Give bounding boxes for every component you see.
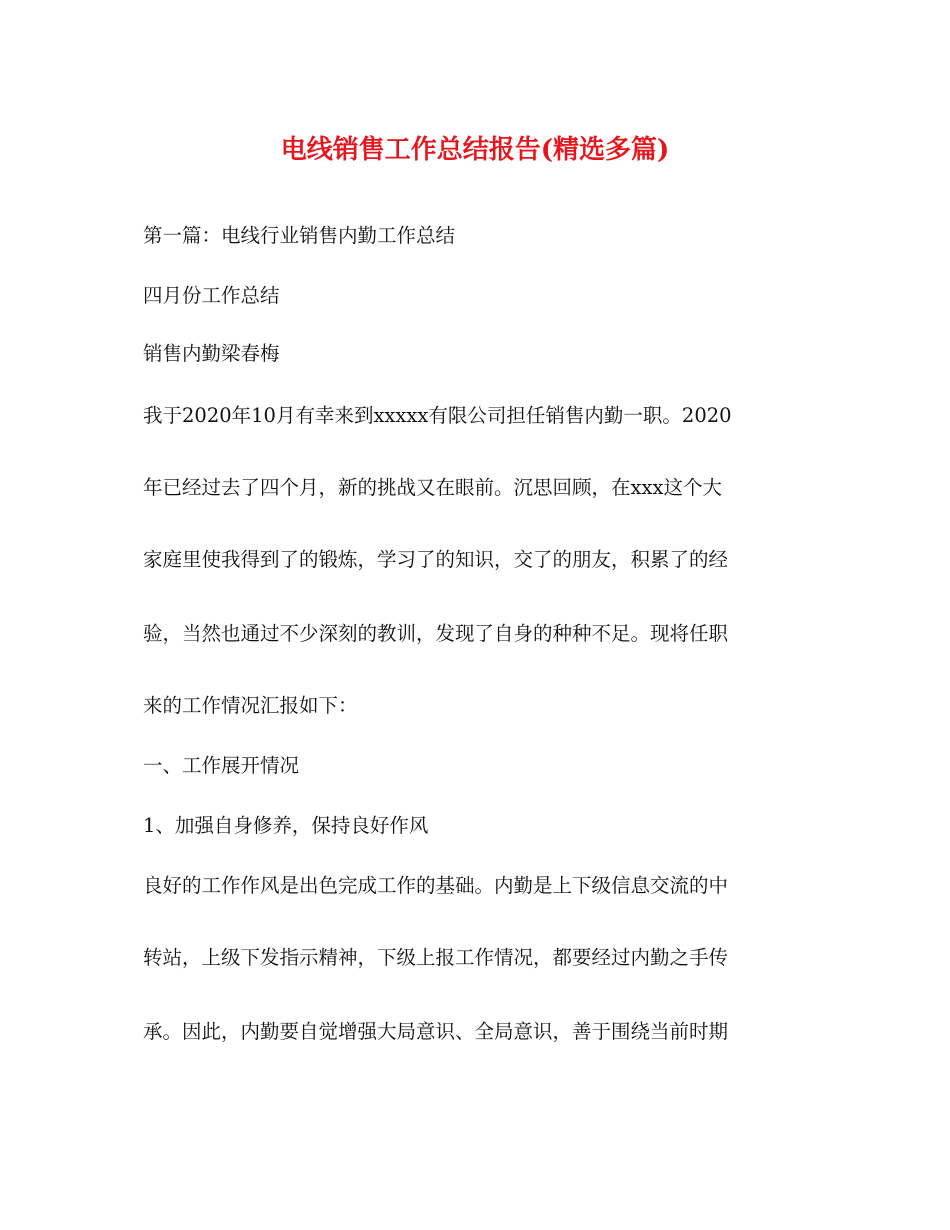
- section-heading: 第一篇：电线行业销售内勤工作总结: [143, 224, 456, 247]
- author-line: 销售内勤梁春梅: [143, 342, 280, 365]
- subtitle-line: 四月份工作总结: [143, 284, 280, 307]
- paragraph-line: 年已经过去了四个月，新的挑战又在眼前。沉思回顾，在xxx这个大: [143, 476, 722, 499]
- subsection-heading: 1、加强自身修养，保持良好作风: [143, 814, 429, 837]
- paragraph-line: 良好的工作作风是出色完成工作的基础。内勤是上下级信息交流的中: [143, 874, 729, 897]
- paragraph-line: 来的工作情况汇报如下：: [143, 694, 358, 717]
- section-heading: 一、工作展开情况: [143, 754, 300, 777]
- paragraph-line: 验，当然也通过不少深刻的教训，发现了自身的种种不足。现将任职: [143, 622, 729, 645]
- paragraph-line: 转站，上级下发指示精神，下级上报工作情况，都要经过内勤之手传: [143, 946, 729, 969]
- document-title: 电线销售工作总结报告(精选多篇): [280, 135, 670, 165]
- paragraph-line: 我于2020年10月有幸来到xxxxx有限公司担任销售内勤一职。2020: [143, 404, 732, 427]
- paragraph-line: 家庭里使我得到了的锻炼，学习了的知识，交了的朋友，积累了的经: [143, 548, 729, 571]
- paragraph-line: 承。因此，内勤要自觉增强大局意识、全局意识，善于围绕当前时期: [143, 1020, 729, 1043]
